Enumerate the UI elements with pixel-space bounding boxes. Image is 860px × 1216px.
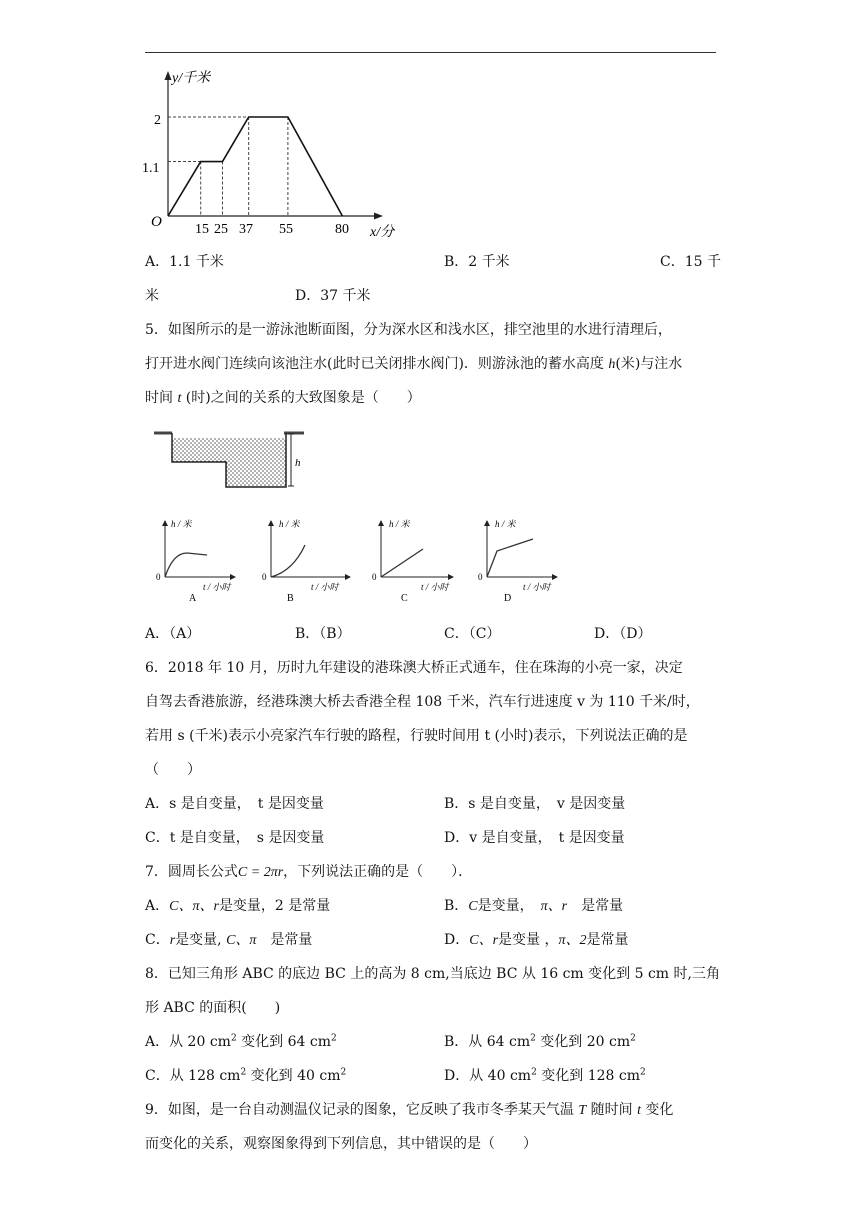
y-axis-label: y/千米 <box>172 71 211 86</box>
q4-option-b[interactable]: B．2 千米 <box>444 254 510 270</box>
q5-option-a[interactable]: A．（A） <box>145 626 201 642</box>
circumference-formula: C = 2πr <box>237 865 284 880</box>
graph-b-origin: 0 <box>262 572 267 582</box>
q5-option-b[interactable]: B．（B） <box>295 626 351 642</box>
graph-c-y-label: h / 米 <box>389 519 410 529</box>
q6-option-d[interactable]: D．v 是自变量， t 是因变量 <box>444 830 625 846</box>
x-axis-label: x/分 <box>370 225 395 240</box>
graph-c-x-label: t / 小时 <box>421 582 449 592</box>
curve-b <box>271 545 305 577</box>
graph-a-y-label: h / 米 <box>171 519 192 529</box>
h-t-graph-options <box>145 515 565 605</box>
q9-stem-line2: 而变化的关系，观察图象得到下列信息，其中错误的是（ ） <box>145 1136 537 1152</box>
q4-option-c[interactable]: C．15 千 <box>660 254 721 270</box>
q6-option-b[interactable]: B．s 是自变量， v 是因变量 <box>444 796 626 812</box>
polyline-d <box>487 539 533 577</box>
q5-stem-line2: 打开进水阀门连续向该池注水(此时已关闭排水阀门)．则游泳池的蓄水高度 h(米)与注水 <box>145 356 683 372</box>
pool-height-label: h <box>295 457 301 469</box>
graph-d-y-label: h / 米 <box>495 519 516 529</box>
q8-option-c[interactable]: C．从 128 $cm^2$ 变化到 40 $cm^2$ <box>145 1067 347 1084</box>
x-tick-37: 37 <box>239 222 253 237</box>
q5-option-d[interactable]: D．（D） <box>594 626 652 642</box>
graph-c-letter: C <box>401 593 408 604</box>
graph-d <box>478 519 557 604</box>
graph-a-origin: 0 <box>156 572 161 582</box>
origin-label: O <box>151 214 162 230</box>
q4-option-a[interactable]: A．1.1 千米 <box>145 254 224 270</box>
header-rule <box>145 52 716 53</box>
distance-series-line <box>168 117 342 216</box>
q7-stem: 7．圆周长公式C = 2πr，下列说法正确的是（ ）． <box>145 864 473 880</box>
q8-stem-line2: 形 ABC 的面积( ) <box>145 1000 281 1016</box>
curve-a <box>165 553 207 577</box>
q8-option-d[interactable]: D．从 40 $cm^2$ 变化到 128 $cm^2$ <box>444 1067 646 1084</box>
q7-option-b[interactable]: B．C是变量， π、r 是常量 <box>444 898 624 914</box>
q6-option-a[interactable]: A．s 是自变量， t 是因变量 <box>145 796 324 812</box>
x-tick-25: 25 <box>214 222 228 237</box>
graph-a-x-label: t / 小时 <box>203 582 231 592</box>
q7-option-a[interactable]: A．C、π、r是变量，2 是常量 <box>145 898 331 914</box>
graph-d-origin: 0 <box>478 572 483 582</box>
graph-d-x-label: t / 小时 <box>523 582 551 592</box>
x-tick-80: 80 <box>335 222 349 237</box>
graph-b-x-label: t / 小时 <box>311 582 339 592</box>
q5-stem-line1: 5．如图所示的是一游泳池断面图，分为深水区和浅水区，排空池里的水进行清理后， <box>145 322 672 338</box>
q4-option-c-continued: 米 <box>145 288 159 304</box>
graph-a-letter: A <box>189 593 197 604</box>
q6-option-c[interactable]: C．t 是自变量， s 是因变量 <box>145 830 325 846</box>
graph-b <box>262 519 350 604</box>
line-c <box>381 549 423 577</box>
x-axis-arrow <box>374 213 383 220</box>
graph-b-y-label: h / 米 <box>279 519 300 529</box>
y-axis-arrow <box>165 71 172 80</box>
x-tick-55: 55 <box>279 222 293 237</box>
q5-option-c[interactable]: C．（C） <box>444 626 501 642</box>
q8-option-b[interactable]: B．从 64 $cm^2$ 变化到 20 $cm^2$ <box>444 1033 636 1050</box>
q6-stem-line1: 6．2018 年 10 月，历时九年建设的港珠澳大桥正式通车，住在珠海的小亮一家，决定 <box>145 660 683 676</box>
q4-option-d[interactable]: D．37 千米 <box>295 288 371 304</box>
q5-stem-line3: 时间 t (时)之间的关系的大致图象是（ ） <box>145 390 421 406</box>
graph-c <box>372 519 453 604</box>
pool-cross-section-diagram <box>150 430 310 492</box>
x-tick-15: 15 <box>195 222 209 237</box>
y-tick-1.1: 1.1 <box>142 161 160 176</box>
graph-b-letter: B <box>287 593 294 604</box>
graph-d-letter: D <box>504 593 512 604</box>
q6-stem-line2: 自驾去香港旅游，经港珠澳大桥去香港全程 108 千米，汽车行进速度 v 为 110 千米/时， <box>145 694 700 710</box>
q8-stem-line1: 8．已知三角形 ABC 的底边 BC 上的高为 8 cm,当底边 BC 从 16 cm 变化到 5 cm 时,三角 <box>145 966 720 982</box>
graph-a <box>156 519 235 604</box>
y-tick-2: 2 <box>154 113 161 128</box>
q8-option-a[interactable]: A．从 20 $cm^2$ 变化到 64 $cm^2$ <box>145 1033 337 1050</box>
distance-time-graph <box>140 66 410 242</box>
q7-option-c[interactable]: C．r是变量, C、π 是常量 <box>145 932 313 948</box>
q9-stem-line1: 9．如图，是一台自动测温仪记录的图象，它反映了我市冬季某天气温 T 随时间 t 变化 <box>145 1102 674 1118</box>
q7-option-d[interactable]: D．C、r是变量 ，π、2是常量 <box>444 932 629 948</box>
graph-c-origin: 0 <box>372 572 377 582</box>
q6-stem-line3: 若用 s (千米)表示小亮家汽车行驶的路程，行驶时间用 t (小时)表示，下列说法正确的是 <box>145 728 688 744</box>
q6-stem-line4: （ ） <box>145 762 201 778</box>
